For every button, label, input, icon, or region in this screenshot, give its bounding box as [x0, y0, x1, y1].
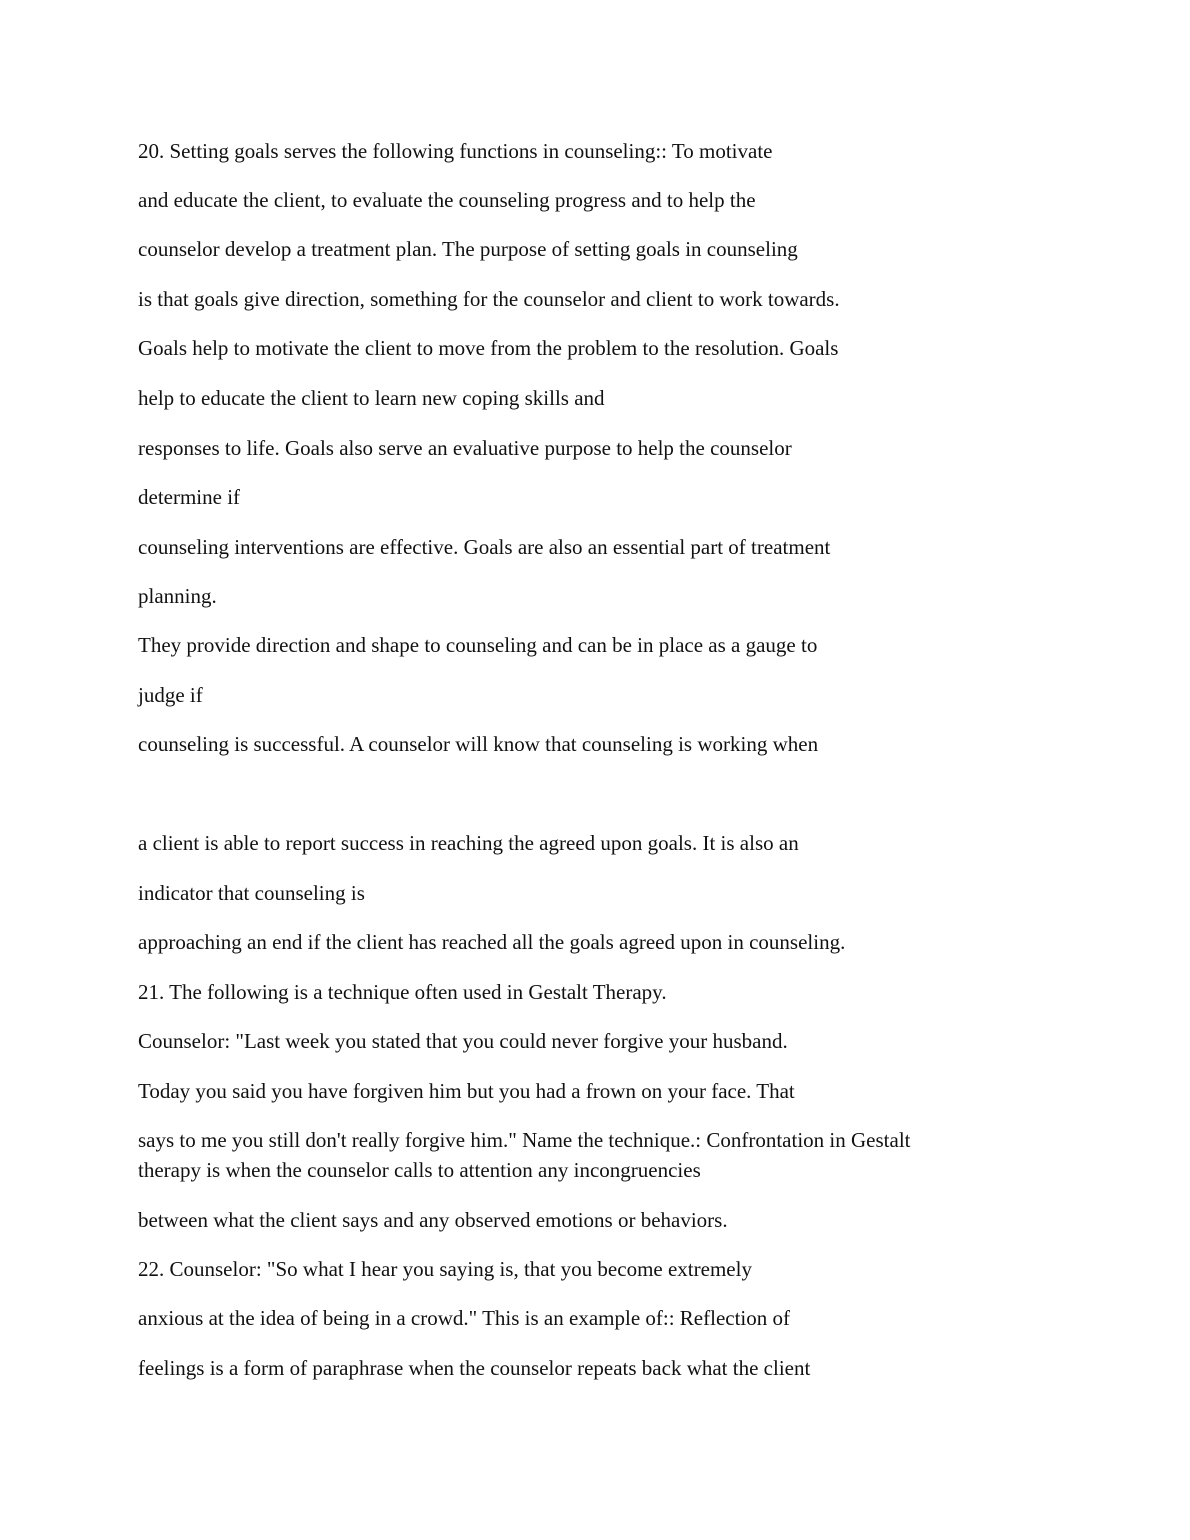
- text-line: is that goals give direction, something for the counselor and client to work towards.: [138, 287, 840, 311]
- text-line: 20. Setting goals serves the following functions in counseling:: To motivate: [138, 139, 773, 163]
- text-line: 22. Counselor: "So what I hear you saying is, that you become extremely: [138, 1257, 752, 1281]
- text-line: Today you said you have forgiven him but you had a frown on your face. That: [138, 1079, 795, 1103]
- text-line: therapy is when the counselor calls to attention any incongruencies: [138, 1158, 701, 1182]
- text-line: indicator that counseling is: [138, 881, 365, 905]
- text-line: Goals help to motivate the client to move from the problem to the resolution. Goals: [138, 336, 839, 360]
- text-line: They provide direction and shape to counseling and can be in place as a gauge to: [138, 633, 818, 657]
- text-line: counselor develop a treatment plan. The purpose of setting goals in counseling: [138, 237, 798, 261]
- text-line: counseling is successful. A counselor will know that counseling is working when: [138, 732, 819, 756]
- text-line: counseling interventions are effective. Goals are also an essential part of treatment: [138, 535, 831, 559]
- text-line: and educate the client, to evaluate the counseling progress and to help the: [138, 188, 756, 212]
- text-line: determine if: [138, 485, 241, 509]
- text-line: 21. The following is a technique often used in Gestalt Therapy.: [138, 980, 667, 1004]
- text-line: approaching an end if the client has reached all the goals agreed upon in counseling.: [138, 930, 846, 954]
- text-line: judge if: [138, 683, 203, 707]
- text-line: feelings is a form of paraphrase when the counselor repeats back what the client: [138, 1356, 811, 1380]
- text-line: anxious at the idea of being in a crowd." This is an example of:: Reflection of: [138, 1306, 791, 1330]
- text-line: a client is able to report success in reaching the agreed upon goals. It is also an: [138, 831, 799, 855]
- text-line: help to educate the client to learn new coping skills and: [138, 386, 605, 410]
- text-line: between what the client says and any observed emotions or behaviors.: [138, 1208, 728, 1232]
- text-line: planning.: [138, 584, 217, 608]
- text-line: Counselor: "Last week you stated that you could never forgive your husband.: [138, 1029, 788, 1053]
- text-line: says to me you still don't really forgive him." Name the technique.: Confrontation in Gestalt: [138, 1128, 911, 1152]
- text-line: responses to life. Goals also serve an evaluative purpose to help the counselor: [138, 436, 792, 460]
